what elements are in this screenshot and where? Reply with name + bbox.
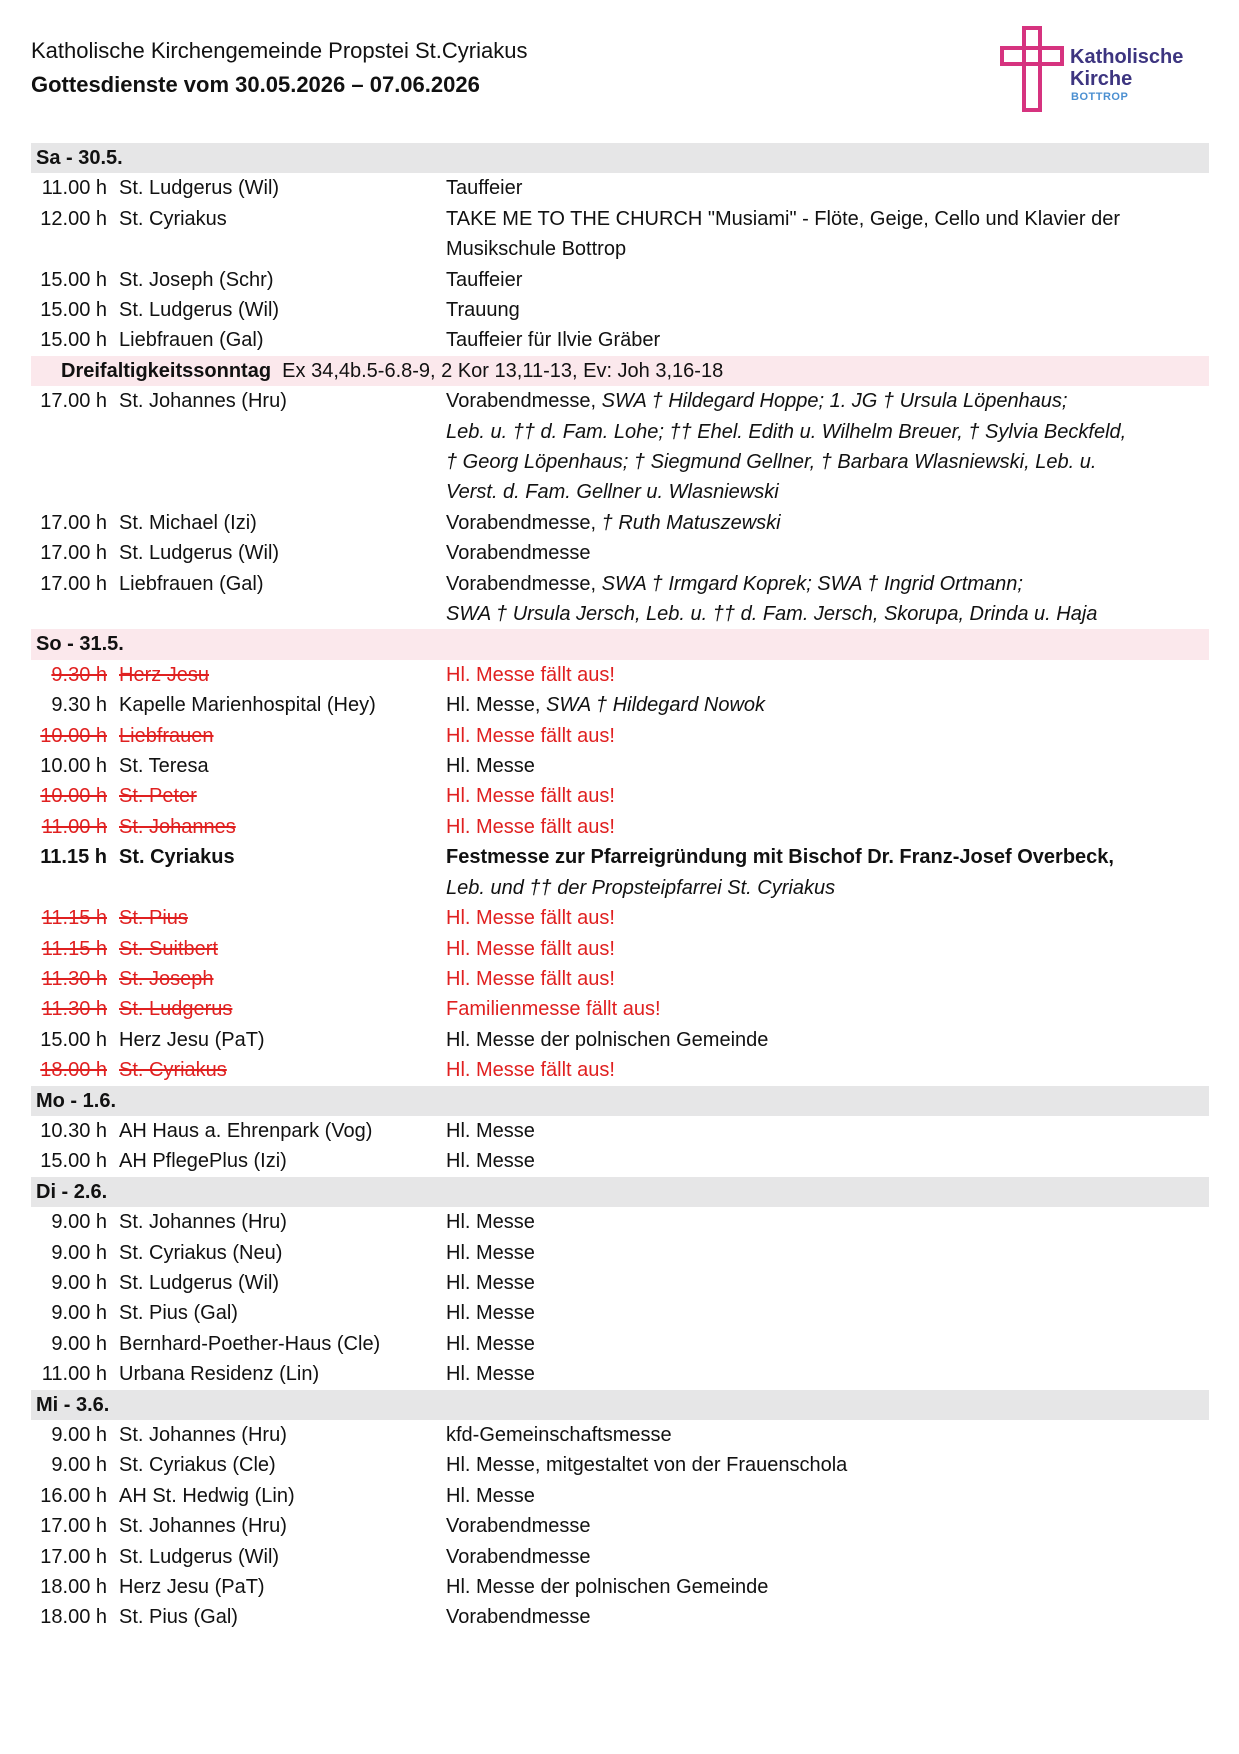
service-location: Herz Jesu (PaT) (119, 1028, 265, 1051)
service-location: Kapelle Marienhospital (Hey) (119, 694, 376, 717)
service-location: St. Michael (Izi) (119, 511, 257, 534)
service-location: St. Ludgerus (Wil) (119, 1545, 280, 1568)
parish-name: Katholische Kirchengemeinde Propstei St.Cyriakus (31, 38, 528, 63)
service-time: 9.00 h (51, 1332, 107, 1355)
service-location: Urbana Residenz (Lin) (119, 1363, 320, 1386)
service-location: St. Cyriakus (Cle) (119, 1454, 276, 1477)
service-location: Bernhard-Poether-Haus (Cle) (119, 1332, 381, 1355)
service-row (31, 1450, 1209, 1480)
service-location: St. Pius (Gal) (119, 1606, 238, 1629)
service-time: 17.00 h (40, 1545, 107, 1568)
service-description-line: Trauung (446, 299, 520, 322)
service-location: St. Ludgerus (Wil) (119, 299, 280, 322)
service-time: 9.00 h (51, 1454, 107, 1477)
service-time: 15.00 h (40, 268, 107, 291)
service-location: St. Ludgerus (Wil) (119, 1271, 280, 1294)
service-description-line: Hl. Messe fällt aus! (446, 785, 615, 808)
cancelled-service-row (31, 903, 1209, 933)
service-description-line: Hl. Messe fällt aus! (446, 937, 615, 960)
service-description-line (446, 569, 1209, 599)
service-location: St. Peter (119, 785, 197, 808)
service-time: 17.00 h (40, 1515, 107, 1538)
service-row (31, 265, 1209, 295)
service-description-line: Hl. Messe (446, 755, 535, 778)
service-description-line (446, 386, 1209, 416)
service-location: St. Johannes (Hru) (119, 390, 287, 413)
service-location: Herz Jesu (119, 663, 210, 686)
service-description-line: kfd-Gemeinschaftsmesse (446, 1423, 672, 1446)
service-time: 18.00 h (40, 1606, 107, 1629)
service-location: St. Ludgerus (Wil) (119, 177, 280, 200)
service-description-line: Musikschule Bottrop (446, 238, 627, 261)
service-row (31, 538, 1209, 568)
service-description-line: Hl. Messe (446, 1150, 535, 1173)
service-description-line: Hl. Messe (446, 1363, 535, 1386)
service-type: Hl. Messe, (446, 694, 541, 717)
service-location: St. Pius (Gal) (119, 1302, 238, 1325)
service-row (31, 1146, 1209, 1176)
service-row (31, 295, 1209, 325)
service-row (31, 1511, 1209, 1541)
service-location: Liebfrauen (Gal) (119, 572, 264, 595)
service-row (31, 1572, 1209, 1602)
service-description-line: Vorabendmesse (446, 1606, 591, 1629)
service-row (31, 751, 1209, 781)
feast-header (31, 356, 1209, 386)
day-header: Mo - 1.6. (31, 1086, 1209, 1116)
service-location: Herz Jesu (PaT) (119, 1576, 265, 1598)
intention-text: † Georg Löpenhaus; † Siegmund Gellner, † Barbara Wlasniewski, Leb. u. (446, 451, 1097, 474)
cancelled-service-row (31, 994, 1209, 1024)
service-time: 9.30 h (51, 694, 107, 717)
service-time: 10.30 h (40, 1119, 107, 1142)
day-header: Mi - 3.6. (31, 1390, 1209, 1420)
service-description-line: Hl. Messe (446, 1302, 535, 1325)
service-time: 10.00 h (40, 755, 107, 778)
service-row (31, 325, 1209, 355)
service-description-line: Hl. Messe fällt aus! (446, 724, 615, 747)
cancelled-service-row (31, 721, 1209, 751)
cross-icon (1000, 26, 1064, 112)
service-description-line: Hl. Messe der polnischen Gemeinde (446, 1576, 769, 1598)
service-time: 15.00 h (40, 329, 107, 352)
service-description-line: Hl. Messe der polnischen Gemeinde (446, 1028, 769, 1051)
service-row (31, 1207, 1209, 1237)
service-description-line (446, 690, 1209, 720)
service-description-line (446, 417, 1209, 447)
intention-text: SWA † Ursula Jersch, Leb. u. †† d. Fam. Jersch, Skorupa, Drinda u. Haja (446, 603, 1098, 626)
service-description-line: Tauffeier für Ilvie Gräber (446, 329, 661, 352)
service-description-line: Hl. Messe fällt aus! (446, 1059, 615, 1082)
service-row (31, 1329, 1209, 1359)
service-description-line: Hl. Messe (446, 1271, 535, 1294)
service-row (31, 569, 1209, 630)
service-location: St. Cyriakus (119, 1059, 227, 1082)
service-description-line: Vorabendmesse (446, 542, 591, 565)
service-location: St. Johannes (Hru) (119, 1515, 287, 1538)
service-description-line: Hl. Messe fällt aus! (446, 907, 615, 930)
service-row (31, 690, 1209, 720)
service-type: Vorabendmesse, (446, 572, 597, 595)
logo (1000, 26, 1210, 116)
service-time: 9.00 h (51, 1302, 107, 1325)
service-description-line (446, 842, 1209, 872)
service-location: St. Cyriakus (Neu) (119, 1241, 283, 1264)
service-type: Vorabendmesse, (446, 390, 597, 413)
service-type: Festmesse zur Pfarreigründung mit Bischof Dr. Franz-Josef Overbeck, (446, 846, 1114, 869)
service-row (31, 1542, 1209, 1572)
service-row (31, 1116, 1209, 1146)
intention-text: † Ruth Matuszewski (596, 511, 781, 534)
service-row (31, 842, 1209, 903)
service-location: St. Joseph (Schr) (119, 268, 274, 291)
service-location: Liebfrauen (Gal) (119, 329, 264, 352)
service-description-line: Vorabendmesse (446, 1545, 591, 1568)
service-description-line: Hl. Messe (446, 1119, 535, 1142)
service-time: 17.00 h (40, 542, 107, 565)
service-time: 10.00 h (40, 724, 107, 747)
service-time: 10.00 h (40, 785, 107, 808)
service-time: 12.00 h (40, 207, 107, 230)
service-row (31, 1238, 1209, 1268)
intention-text: SWA † Hildegard Hoppe; 1. JG † Ursula Löpenhaus; (596, 390, 1068, 413)
service-row (31, 386, 1209, 508)
service-time: 16.00 h (40, 1484, 107, 1507)
service-description-line: Hl. Messe (446, 1241, 535, 1264)
logo-text-line1: Katholische (1070, 46, 1184, 68)
service-time: 11.00 h (41, 177, 107, 200)
service-description-line: Tauffeier (446, 268, 523, 291)
service-time: 9.00 h (51, 1423, 107, 1446)
service-description-line: Tauffeier (446, 177, 523, 200)
service-time: 11.30 h (41, 998, 107, 1021)
service-location: St. Teresa (119, 755, 209, 778)
intention-text: SWA † Irmgard Koprek; SWA † Ingrid Ortmann; (596, 572, 1023, 595)
service-time: 18.00 h (40, 1576, 107, 1598)
service-time: 11.15 h (40, 846, 107, 869)
service-time: 11.15 h (41, 907, 107, 930)
service-row (31, 1025, 1209, 1055)
service-description-line: TAKE ME TO THE CHURCH "Musiami" - Flöte, Geige, Cello und Klavier der (446, 207, 1121, 230)
service-time: 11.15 h (41, 937, 107, 960)
intention-text: Leb. und †† der Propsteipfarrei St. Cyriakus (446, 876, 836, 899)
page-title: Gottesdienste vom 30.05.2026 – 07.06.2026 (31, 72, 480, 97)
service-location: AH St. Hedwig (Lin) (119, 1484, 295, 1507)
service-location: Liebfrauen (119, 724, 214, 747)
service-description-line: Hl. Messe fällt aus! (446, 967, 615, 990)
intention-text: SWA † Hildegard Nowok (540, 694, 766, 717)
service-time: 11.00 h (41, 815, 107, 838)
service-time: 18.00 h (40, 1059, 107, 1082)
service-row (31, 1298, 1209, 1328)
service-type: Vorabendmesse, (446, 511, 597, 534)
logo-text-city: BOTTROP (1071, 91, 1129, 103)
service-description-line: Hl. Messe (446, 1211, 535, 1234)
cancelled-service-row (31, 934, 1209, 964)
service-row (31, 1268, 1209, 1298)
service-time: 9.00 h (51, 1241, 107, 1264)
service-location: St. Joseph (119, 967, 214, 990)
service-location: St. Johannes (Hru) (119, 1423, 287, 1446)
intention-text: Leb. u. †† d. Fam. Lohe; †† Ehel. Edith u. Wilhelm Breuer, † Sylvia Beckfeld, (446, 420, 1127, 443)
service-location: St. Ludgerus (119, 998, 233, 1021)
service-location: AH Haus a. Ehrenpark (Vog) (119, 1119, 373, 1142)
service-description-line (446, 873, 1209, 903)
service-location: St. Cyriakus (119, 846, 235, 869)
service-time: 11.30 h (41, 967, 107, 990)
day-header: Sa - 30.5. (31, 143, 1209, 173)
feast-readings: Ex 34,4b.5-6.8-9, 2 Kor 13,11-13, Ev: Joh 3,16-18 (282, 359, 724, 382)
service-description-line: Familienmesse fällt aus! (446, 998, 661, 1021)
service-location: St. Johannes (119, 815, 236, 838)
service-time: 15.00 h (40, 1150, 107, 1173)
cancelled-service-row (31, 964, 1209, 994)
service-description-line: Hl. Messe (446, 1484, 535, 1507)
cancelled-service-row (31, 1055, 1209, 1085)
service-time: 17.00 h (40, 390, 107, 413)
service-description-line: Hl. Messe (446, 1332, 535, 1355)
cancelled-service-row (31, 812, 1209, 842)
service-location: AH PflegePlus (Izi) (119, 1150, 287, 1173)
cancelled-service-row (31, 781, 1209, 811)
service-row (31, 204, 1209, 265)
service-time: 9.30 h (51, 663, 107, 686)
service-schedule (31, 143, 1209, 1633)
service-time: 15.00 h (40, 1028, 107, 1051)
service-description-line: Hl. Messe fällt aus! (446, 815, 615, 838)
service-row (31, 173, 1209, 203)
day-header: Di - 2.6. (31, 1177, 1209, 1207)
service-description-line (446, 508, 1209, 538)
service-time: 9.00 h (51, 1271, 107, 1294)
service-location: St. Pius (119, 907, 188, 930)
intention-text: Verst. d. Fam. Gellner u. Wlasniewski (446, 481, 779, 504)
service-description-line: Vorabendmesse (446, 1515, 591, 1538)
service-row (31, 1359, 1209, 1389)
service-location: St. Johannes (Hru) (119, 1211, 287, 1234)
cancelled-service-row (31, 660, 1209, 690)
service-description-line: Hl. Messe, mitgestaltet von der Frauenschola (446, 1454, 848, 1477)
service-description-line (446, 477, 1209, 507)
service-description-line (446, 447, 1209, 477)
service-description-line: Hl. Messe fällt aus! (446, 663, 615, 686)
service-location: St. Ludgerus (Wil) (119, 542, 280, 565)
service-row (31, 1481, 1209, 1511)
service-time: 15.00 h (40, 299, 107, 322)
service-time: 9.00 h (51, 1211, 107, 1234)
service-location: St. Cyriakus (119, 207, 227, 230)
service-time: 17.00 h (40, 511, 107, 534)
service-row (31, 508, 1209, 538)
day-header: So - 31.5. (31, 629, 1209, 659)
service-row (31, 1420, 1209, 1450)
logo-text-line2: Kirche (1070, 68, 1133, 90)
service-row (31, 1602, 1209, 1632)
service-time: 17.00 h (40, 572, 107, 595)
page-header (31, 36, 527, 102)
service-description-line (446, 599, 1209, 629)
service-location: St. Suitbert (119, 937, 218, 960)
feast-name: Dreifaltigkeitssonntag (61, 359, 272, 382)
service-time: 11.00 h (41, 1363, 107, 1386)
